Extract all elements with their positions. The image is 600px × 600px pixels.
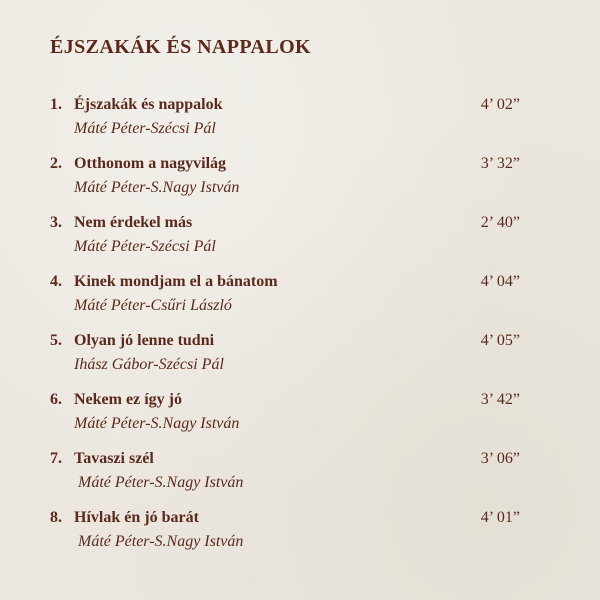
track-number: 7. [50, 450, 62, 467]
track-number: 1. [50, 96, 62, 113]
track-item [0, 509, 600, 568]
track-credits: Máté Péter-S.Nagy István [74, 179, 240, 196]
track-list [0, 96, 600, 568]
track-credits: Máté Péter-S.Nagy István [78, 474, 244, 491]
track-number: 6. [50, 391, 62, 408]
track-heading-row [50, 332, 520, 356]
track-heading-row [50, 509, 520, 533]
track-title: Nekem ez így jó [74, 391, 182, 408]
track-duration: 4’ 04” [480, 273, 520, 290]
track-credits: Ihász Gábor-Szécsi Pál [74, 356, 224, 373]
track-heading-row [50, 450, 520, 474]
track-item [0, 155, 600, 214]
track-title: Tavaszi szél [74, 450, 154, 467]
track-number: 8. [50, 509, 62, 526]
track-number: 3. [50, 214, 62, 231]
track-heading-row [50, 155, 520, 179]
track-title: Nem érdekel más [74, 214, 193, 231]
track-item [0, 391, 600, 450]
track-heading-row [50, 214, 520, 238]
track-credits: Máté Péter-S.Nagy István [78, 533, 244, 550]
track-title: Olyan jó lenne tudni [74, 332, 215, 349]
track-heading-row [50, 273, 520, 297]
track-number: 5. [50, 332, 62, 349]
track-duration: 3’ 32” [480, 155, 520, 172]
track-duration: 3’ 06” [480, 450, 520, 467]
track-item [0, 450, 600, 509]
track-item [0, 332, 600, 391]
track-duration: 4’ 01” [480, 509, 520, 526]
track-credits: Máté Péter-S.Nagy István [74, 415, 240, 432]
track-item [0, 214, 600, 273]
track-number: 2. [50, 155, 62, 172]
track-duration: 4’ 05” [480, 332, 520, 349]
track-credits: Máté Péter-Szécsi Pál [74, 120, 216, 137]
track-item [0, 96, 600, 155]
track-title: Otthonom a nagyvilág [74, 155, 227, 172]
track-duration: 3’ 42” [480, 391, 520, 408]
track-number: 4. [50, 273, 62, 290]
track-duration: 2’ 40” [480, 214, 520, 231]
track-credits: Máté Péter-Szécsi Pál [74, 238, 216, 255]
track-heading-row [50, 391, 520, 415]
track-credits: Máté Péter-Csűri László [74, 297, 232, 314]
track-heading-row [50, 96, 520, 120]
track-title: Éjszakák és nappalok [74, 96, 223, 113]
album-title: ÉJSZAKÁK ÉS NAPPALOK [50, 36, 311, 58]
track-title: Hívlak én jó barát [74, 509, 199, 526]
track-duration: 4’ 02” [480, 96, 520, 113]
track-title: Kinek mondjam el a bánatom [74, 273, 278, 290]
track-item [0, 273, 600, 332]
